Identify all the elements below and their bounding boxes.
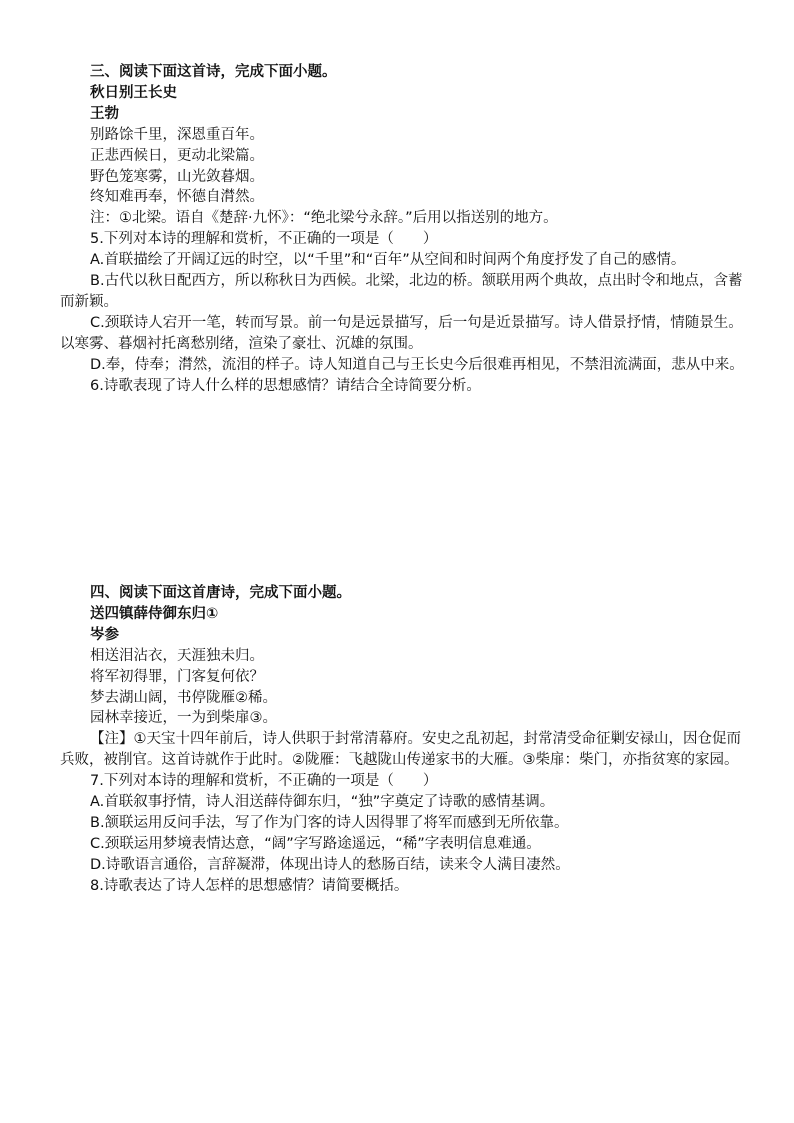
- section-heading: 三、阅读下面这首诗，完成下面小题。: [90, 64, 337, 80]
- section-3: [60, 62, 750, 397]
- poem-line: 野色笼寒雾，山光敛暮烟。: [90, 168, 264, 185]
- option-c: C.颈联诗人宕开一笔，转而写景。前一句是远景描写，后一句是近景描写。诗人借景抒情，情随景生。以寒雾、暮烟衬托离愁别绪，渲染了豪壮、沉雄的氛围。: [60, 314, 743, 352]
- option-a: A.首联描绘了开阔辽远的时空，以“千里”和“百年”从空间和时间两个角度抒发了自己的感情。: [90, 252, 686, 269]
- poem-note: [60, 729, 750, 771]
- section-heading: 四、阅读下面这首唐诗，完成下面小题。: [90, 585, 351, 601]
- option-d: D.奉，侍奉；潸然，流泪的样子。诗人知道自己与王长史今后很难再相见，不禁泪流满面，悲从中来。: [90, 356, 744, 373]
- poem-note: 注：①北梁。语自《楚辞·九怀》：“绝北梁兮永辞。”后用以指送别的地方。: [90, 210, 558, 227]
- note-mark: 【注】: [90, 731, 134, 748]
- note-text: ①天宝十四年前后，诗人供职于封常清幕府。安史之乱初起，封常清受命征剿安禄山，因仓促而兵败，被削官。这首诗就作于此时。②陇雁：飞越陇山传递家书的大雁。③柴扉：柴门，亦指贫寒的家园。: [60, 731, 741, 769]
- poem-line: 正悲西候日，更动北梁篇。: [90, 147, 264, 164]
- poem-title: 秋日别王长史: [90, 84, 177, 101]
- section-4: [60, 583, 750, 897]
- poem-author: 王勃: [90, 105, 119, 122]
- option-c: C.颈联运用梦境表情达意，“阔”字写路途遥远，“稀”字表明信息难通。: [90, 835, 541, 852]
- question-7: 7.下列对本诗的理解和赏析，不正确的一项是（ ）: [90, 773, 438, 790]
- poem-line: 别路馀千里，深恩重百年。: [90, 126, 264, 143]
- option-a: A.首联叙事抒情，诗人泪送薛侍御东归，“独”字奠定了诗歌的感情基调。: [90, 794, 555, 811]
- poem-line: 将军初得罪，门客复何依？: [90, 668, 264, 685]
- poem-title: 送四镇薛侍御东归①: [90, 605, 219, 622]
- option-b: B.古代以秋日配西方，所以称秋日为西候。北梁，北边的桥。颔联用两个典故，点出时令和地点，含蓄而新颖。: [60, 273, 743, 310]
- poem-line: 园林幸接近，一为到柴扉③。: [90, 710, 277, 727]
- question-6: 6.诗歌表现了诗人什么样的思想感情？请结合全诗简要分析。: [90, 377, 481, 394]
- question-8: 8.诗歌表达了诗人怎样的思想感情？请简要概括。: [90, 877, 409, 894]
- poem-line: 终知难再奉，怀德自潸然。: [90, 189, 264, 206]
- option-d: D.诗歌语言通俗，言辞凝滞，体现出诗人的愁肠百结，读来令人满目凄然。: [90, 856, 570, 873]
- question-5: 5.下列对本诗的理解和赏析，不正确的一项是（ ）: [90, 231, 438, 248]
- option-b: B.颔联运用反问手法，写了作为门客的诗人因得罪了将军而感到无所依靠。: [90, 814, 569, 831]
- poem-author: 岑参: [90, 626, 119, 643]
- poem-line: 相送泪沾衣，天涯独未归。: [90, 647, 264, 664]
- poem-line: 梦去湖山阔，书停陇雁②稀。: [90, 689, 277, 706]
